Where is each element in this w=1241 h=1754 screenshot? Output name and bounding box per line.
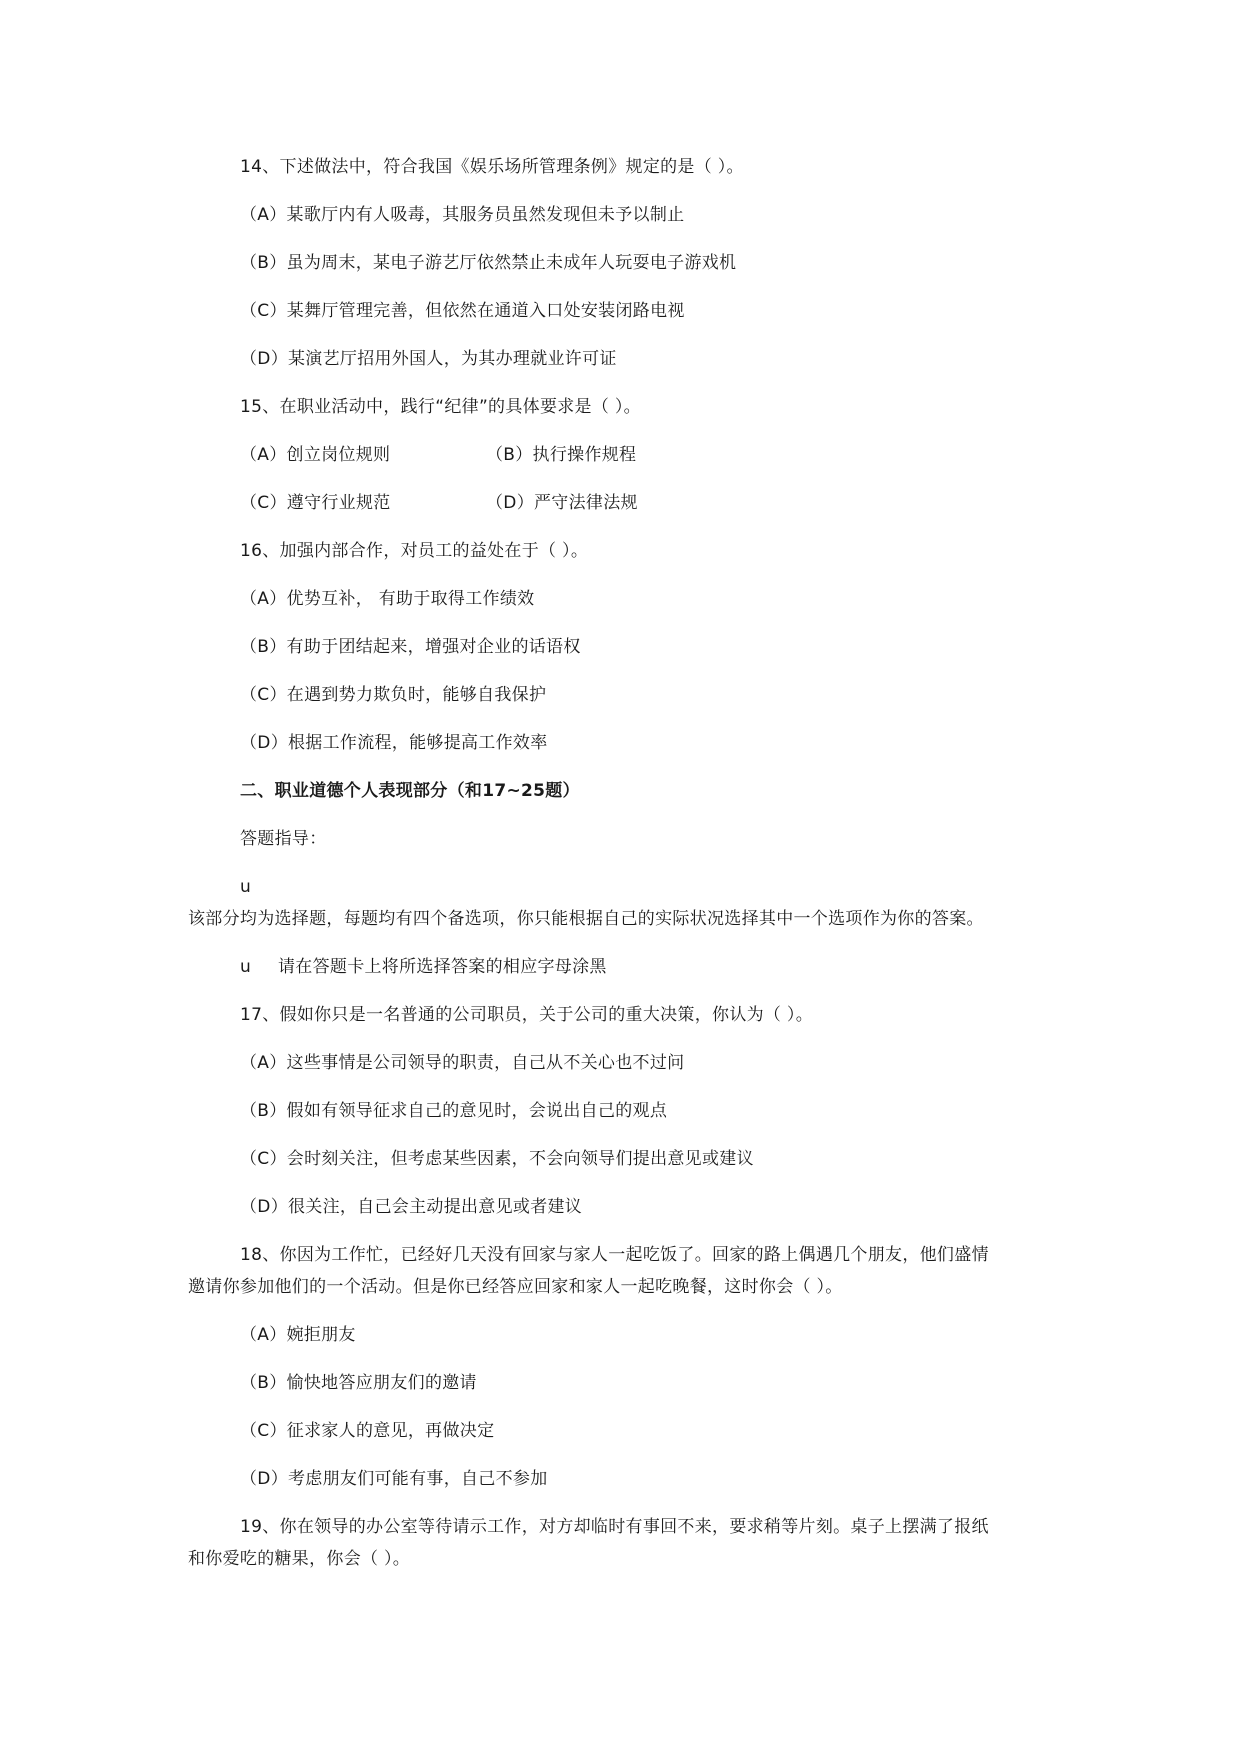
q14-option-a: （A）某歌厅内有人吸毒，其服务员虽然发现但未予以制止	[240, 205, 685, 225]
guide-label: 答题指导：	[240, 829, 327, 849]
q17-option-c: （C）会时刻关注，但考虑某些因素，不会向领导们提出意见或建议	[240, 1149, 754, 1169]
q16-option-a: （A）优势互补， 有助于取得工作绩效	[240, 589, 535, 609]
q18-stem-line2: 邀请你参加他们的一个活动。但是你已经答应回家和家人一起吃晚餐，这时你会（ ）。	[188, 1277, 843, 1297]
q15-option-a: （A）创立岗位规则	[240, 445, 391, 465]
q18-stem-line1: 18、你因为工作忙，已经好几天没有回家与家人一起吃饭了。回家的路上偶遇几个朋友，他们盛情	[240, 1245, 989, 1265]
q14-stem: 14、下述做法中，符合我国《娱乐场所管理条例》规定的是（ ）。	[240, 157, 744, 177]
q16-option-d: （D）根据工作流程，能够提高工作效率	[240, 733, 548, 753]
q19-stem-line1: 19、你在领导的办公室等待请示工作，对方却临时有事回不来，要求稍等片刻。桌子上摆满了报纸	[240, 1517, 989, 1537]
bullet-mark-1: u	[240, 877, 252, 897]
q18-option-a: （A）婉拒朋友	[240, 1325, 356, 1345]
bullet-text-1: 该部分均为选择题，每题均有四个备选项，你只能根据自己的实际状况选择其中一个选项作为你的答案。	[188, 909, 984, 929]
q19-stem-line2: 和你爱吃的糖果，你会（ ）。	[188, 1549, 411, 1569]
q15-stem: 15、在职业活动中，践行“纪律”的具体要求是（ ）。	[240, 397, 641, 417]
q15-option-b: （B）执行操作规程	[486, 445, 637, 465]
q17-option-a: （A）这些事情是公司领导的职责，自己从不关心也不过问	[240, 1053, 685, 1073]
q16-stem: 16、加强内部合作，对员工的益处在于（ ）。	[240, 541, 589, 561]
q18-option-d: （D）考虑朋友们可能有事，自己不参加	[240, 1469, 548, 1489]
q15-option-c: （C）遵守行业规范	[240, 493, 391, 513]
q14-option-d: （D）某演艺厅招用外国人，为其办理就业许可证	[240, 349, 617, 369]
q16-option-c: （C）在遇到势力欺负时，能够自我保护	[240, 685, 547, 705]
q17-option-d: （D）很关注，自己会主动提出意见或者建议	[240, 1197, 583, 1217]
q14-option-c: （C）某舞厅管理完善，但依然在通道入口处安装闭路电视	[240, 301, 685, 321]
q15-option-d: （D）严守法律法规	[486, 493, 638, 513]
q16-option-b: （B）有助于团结起来，增强对企业的话语权	[240, 637, 581, 657]
bullet-mark-2: u	[240, 957, 252, 977]
q17-option-b: （B）假如有领导征求自己的意见时，会说出自己的观点	[240, 1101, 668, 1121]
q18-option-c: （C）征求家人的意见，再做决定	[240, 1421, 495, 1441]
q18-option-b: （B）愉快地答应朋友们的邀请	[240, 1373, 477, 1393]
section-heading: 二、职业道德个人表现部分（和17~25题）	[240, 781, 580, 801]
q17-stem: 17、假如你只是一名普通的公司职员，关于公司的重大决策，你认为（ ）。	[240, 1005, 814, 1025]
q14-option-b: （B）虽为周末，某电子游艺厅依然禁止未成年人玩耍电子游戏机	[240, 253, 737, 273]
bullet-text-2: 请在答题卡上将所选择答案的相应字母涂黑	[278, 957, 607, 977]
